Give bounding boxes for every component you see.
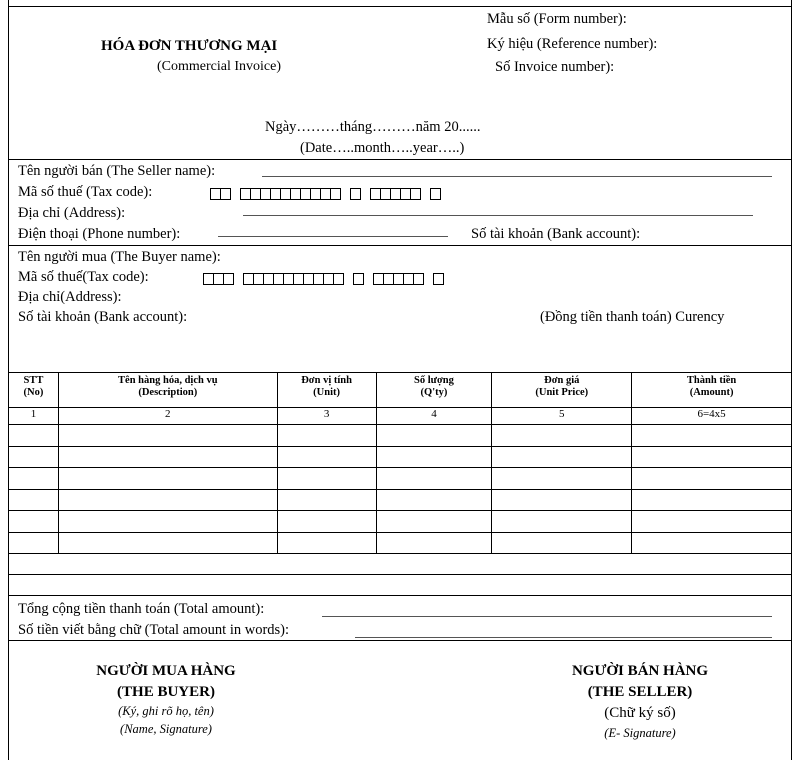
divider-seller (8, 245, 792, 246)
invoice-title: HÓA ĐƠN THƯƠNG MẠI (101, 38, 278, 54)
seller-signature-title-en: (THE SELLER) (587, 684, 693, 700)
table-spacer-row (9, 554, 792, 575)
col-number: 4 (376, 408, 492, 425)
col-header-no: STT (No) (9, 373, 59, 408)
seller-name-line (262, 176, 772, 177)
buyer-signature-note: (Ký, ghi rõ họ, tên) (118, 704, 214, 718)
buyer-signature-title-en: (THE BUYER) (117, 684, 215, 700)
seller-signature-note-en: (E- Signature) (604, 726, 676, 740)
seller-tax-label: Mã số thuế (Tax code): (18, 184, 153, 200)
items-table (8, 372, 792, 596)
table-row[interactable] (9, 489, 792, 511)
col-number: 6=4x5 (632, 408, 792, 425)
seller-name-label: Tên người bán (The Seller name): (18, 163, 216, 179)
table-row[interactable] (9, 532, 792, 554)
col-header-unit: Đơn vị tính (Unit) (277, 373, 376, 408)
invoice-subtitle: (Commercial Invoice) (157, 59, 282, 74)
top-border (8, 6, 792, 7)
col-number: 5 (492, 408, 632, 425)
table-row[interactable] (9, 511, 792, 533)
seller-phone-label: Điện thoại (Phone number): (18, 226, 181, 242)
table-row[interactable] (9, 468, 792, 490)
table-numbering-row (9, 408, 792, 425)
seller-phone-line (218, 236, 448, 237)
buyer-signature-title: NGƯỜI MUA HÀNG (96, 663, 236, 679)
col-number: 3 (277, 408, 376, 425)
buyer-bank-label: Số tài khoản (Bank account): (18, 309, 188, 325)
buyer-address-label: Địa chỉ(Address): (18, 289, 122, 305)
buyer-signature-note-en: (Name, Signature) (120, 722, 212, 736)
col-header-amount: Thành tiền (Amount) (632, 373, 792, 408)
seller-address-label: Địa chỉ (Address): (18, 205, 126, 221)
seller-signature-title: NGƯỜI BÁN HÀNG (571, 663, 709, 679)
date-vn: Ngày………tháng………năm 20...... (265, 119, 481, 135)
amount-in-words-label: Số tiền viết bằng chữ (Total amount in words): (18, 622, 290, 638)
buyer-name-label: Tên người mua (The Buyer name): (18, 249, 221, 265)
invoice-number-label: Số Invoice number): (495, 59, 615, 75)
seller-tax-code-boxes[interactable] (210, 188, 440, 200)
currency-label: (Đồng tiền thanh toán) Curency (540, 309, 725, 325)
buyer-tax-code-boxes[interactable] (203, 273, 443, 285)
seller-bank-label: Số tài khoản (Bank account): (471, 226, 641, 242)
table-row[interactable] (9, 425, 792, 447)
col-header-description: Tên hàng hóa, dịch vụ (Description) (58, 373, 277, 408)
col-number: 2 (58, 408, 277, 425)
col-number: 1 (9, 408, 59, 425)
table-row[interactable] (9, 446, 792, 468)
seller-signature-note: (Chữ ký số) (604, 705, 676, 721)
amount-in-words-line (355, 637, 772, 638)
buyer-tax-label: Mã số thuế(Tax code): (18, 269, 149, 285)
form-number-label: Mẫu số (Form number): (487, 11, 627, 27)
seller-address-line (243, 215, 753, 216)
divider-totals (8, 640, 792, 641)
table-header-row (9, 373, 792, 408)
table-spacer-row (9, 575, 792, 596)
reference-number-label: Ký hiệu (Reference number): (487, 36, 658, 52)
total-amount-line (322, 616, 772, 617)
total-amount-label: Tổng cộng tiền thanh toán (Total amount): (18, 601, 265, 617)
date-en: (Date…..month…..year…..) (300, 140, 465, 156)
col-header-unit-price: Đơn giá (Unit Price) (492, 373, 632, 408)
col-header-quantity: Số lượng (Q'ty) (376, 373, 492, 408)
divider-header (8, 159, 792, 160)
